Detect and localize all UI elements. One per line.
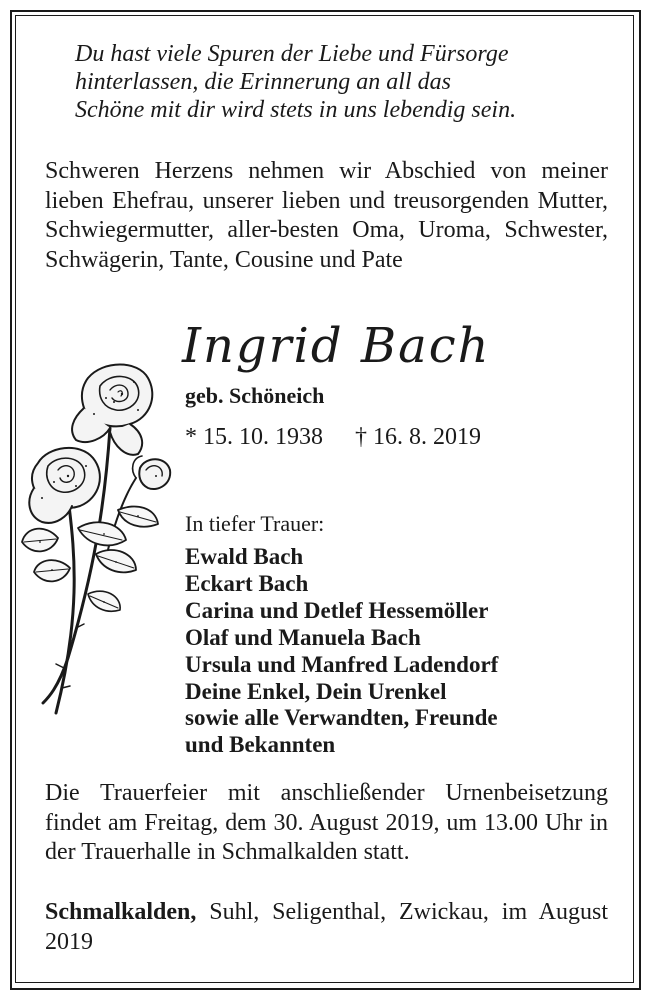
mourner-name: Ursula und Manfred Ladendorf: [185, 651, 499, 677]
motto-line: Schöne mit dir wird stets in uns lebendig sein.: [75, 97, 517, 123]
mourner-name: sowie alle Verwandten, Freunde: [185, 705, 498, 731]
place-rest: Suhl, Seligenthal, Zwickau, im August 2019: [45, 899, 608, 955]
deceased-name: Ingrid Bach: [182, 318, 491, 374]
mourning-label: In tiefer Trauer:: [185, 511, 325, 536]
life-dates: [185, 423, 481, 451]
motto-line: Du hast viele Spuren der Liebe und Fürsorge: [75, 41, 509, 67]
mourner-name: und Bekannten: [185, 732, 336, 758]
intro-text: Schweren Herzens nehmen wir Abschied von meiner lieben Ehefrau, unserer lieben und treusorgenden Mutter, Schwiegermutter, aller-besten Oma, Uroma, Schwester, Schwägerin, Tante, Cousine und Pate: [45, 158, 608, 273]
place-and-date: [45, 898, 608, 957]
death-date: † 16. 8. 2019: [355, 424, 481, 450]
mourner-name: Ewald Bach: [185, 544, 304, 569]
place-town: Schmalkalden,: [45, 899, 197, 925]
funeral-service-text: Die Trauerfeier mit anschließender Urnenbeisetzung findet am Freitag, dem 30. August 2019, um 13.00 Uhr in der Trauerhalle in Schmalkalden statt.: [45, 780, 608, 865]
mourner-name: Olaf und Manuela Bach: [185, 624, 421, 650]
birth-date: * 15. 10. 1938: [185, 424, 323, 450]
mourner-name: Carina und Detlef Hessemöller: [185, 597, 489, 623]
rose-icon: [18, 358, 183, 723]
mourner-name: Deine Enkel, Dein Urenkel: [185, 678, 447, 704]
motto-line: hinterlassen, die Erinnerung an all das: [75, 69, 451, 95]
motto-quote: [75, 40, 615, 124]
mourner-name: Eckart Bach: [185, 570, 309, 596]
mourners-list: [185, 544, 498, 759]
maiden-name: geb. Schöneich: [185, 383, 325, 408]
